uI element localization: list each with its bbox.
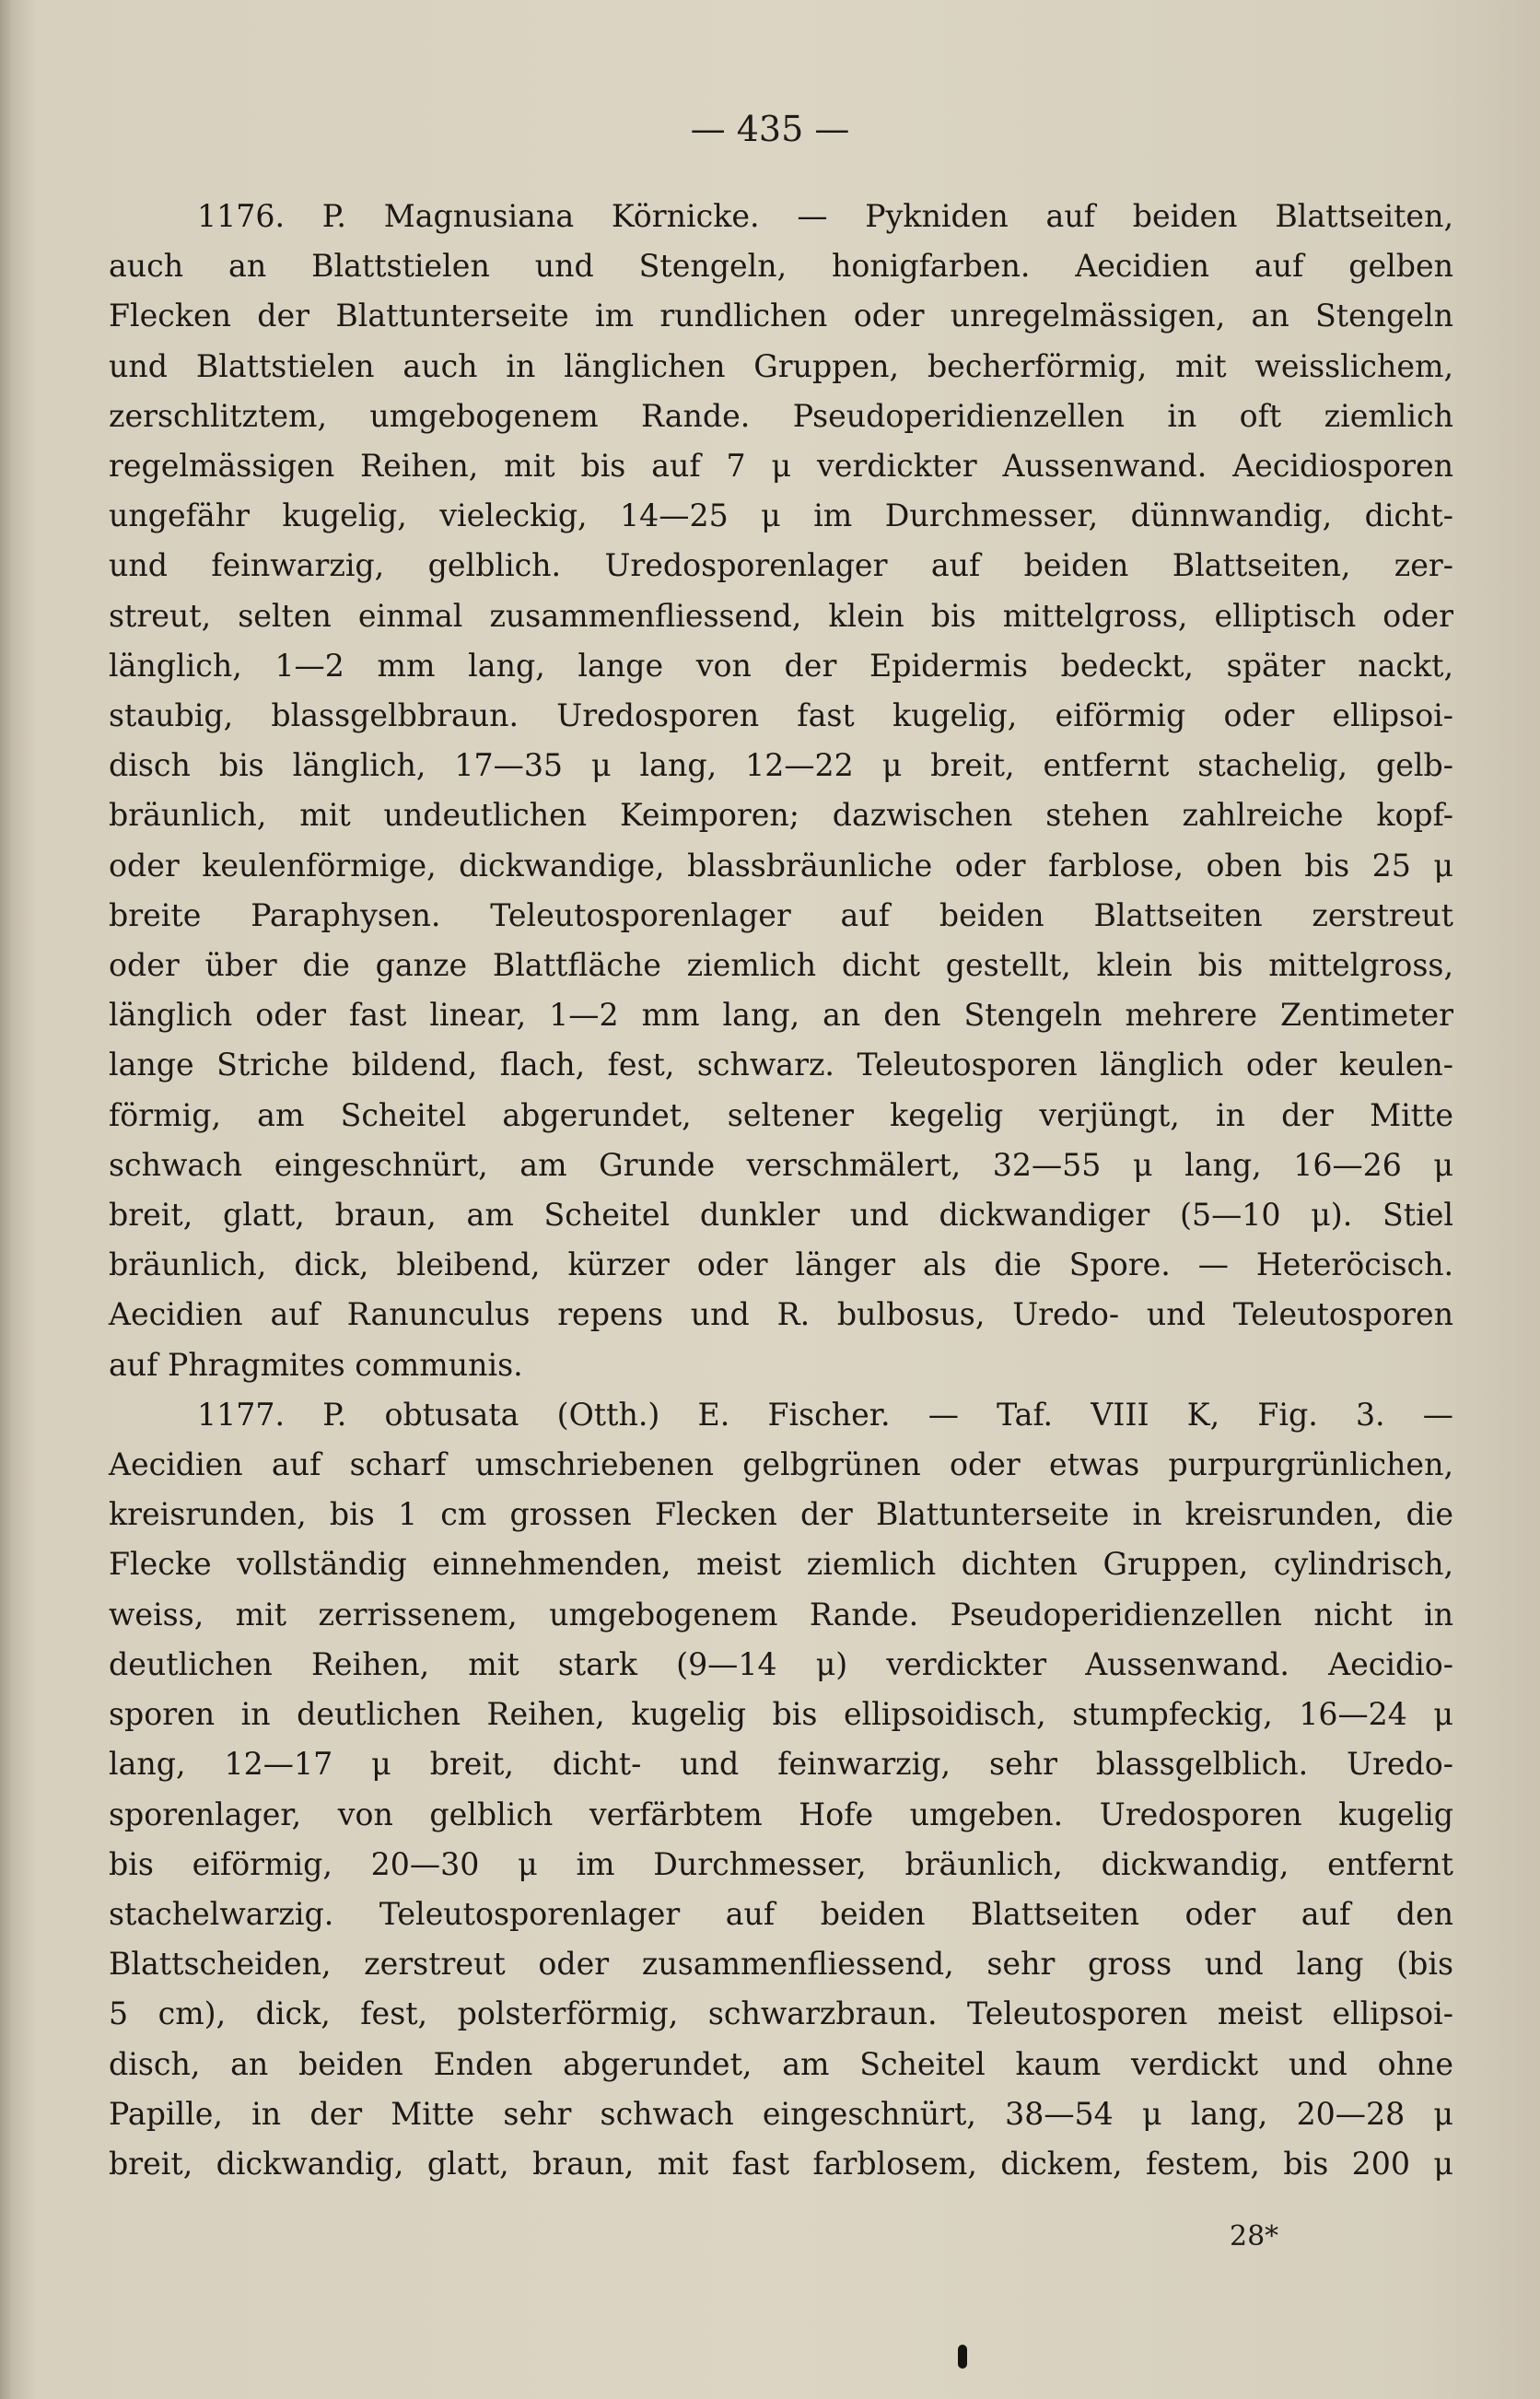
entry-1177-line: weiss, mit zerrissenem, umgebogenem Rande. Pseudoperidienzellen nicht in xyxy=(109,1596,1453,1632)
entry-1176-line: lange Striche bildend, flach, fest, schwarz. Teleutosporen länglich oder keulen- xyxy=(109,1047,1453,1083)
ink-spot xyxy=(958,2345,967,2369)
entry-1176-line: länglich, 1—2 mm lang, lange von der Epidermis bedeckt, später nackt, xyxy=(109,647,1453,684)
entry-1177-line: Blattscheiden, zerstreut oder zusammenfliessend, sehr gross und lang (bis xyxy=(109,1946,1453,1983)
entry-1177-line: breit, dickwandig, glatt, braun, mit fast farblosem, dickem, festem, bis 200 μ xyxy=(109,2145,1453,2182)
entry-1176-line: oder keulenförmige, dickwandige, blassbräunliche oder farblose, oben bis 25 μ xyxy=(109,847,1453,884)
entry-1176-line: zerschlitztem, umgebogenem Rande. Pseudoperidienzellen in oft ziemlich xyxy=(109,397,1453,434)
entry-1177-line: sporen in deutlichen Reihen, kugelig bis ellipsoidisch, stumpfeckig, 16—24 μ xyxy=(109,1696,1453,1733)
entry-1177-line: kreisrunden, bis 1 cm grossen Flecken der Blattunterseite in kreisrunden, die xyxy=(109,1496,1453,1533)
entry-1176-line: und feinwarzig, gelblich. Uredosporenlager auf beiden Blattseiten, zer- xyxy=(109,547,1453,584)
entry-1176-line: oder über die ganze Blattfläche ziemlich dicht gestellt, klein bis mittelgross, xyxy=(109,947,1453,984)
entry-1176-line: ungefähr kugelig, vieleckig, 14—25 μ im Durchmesser, dünnwandig, dicht- xyxy=(109,497,1453,534)
entry-1177-line: lang, 12—17 μ breit, dicht- und feinwarzig, sehr blassgelblich. Uredo- xyxy=(109,1746,1453,1783)
entry-1176-line: staubig, blassgelbbraun. Uredosporen fast kugelig, eiförmig oder ellipsoi- xyxy=(109,697,1453,734)
entry-1176-line: schwach eingeschnürt, am Grunde verschmälert, 32—55 μ lang, 16—26 μ xyxy=(109,1146,1453,1183)
entry-1176-line: und Blattstielen auch in länglichen Gruppen, becherförmig, mit weisslichem, xyxy=(109,347,1453,384)
entry-1177-line: deutlichen Reihen, mit stark (9—14 μ) verdickter Aussenwand. Aecidio- xyxy=(109,1645,1453,1682)
entry-1176-line: auch an Blattstielen und Stengeln, honigfarben. Aecidien auf gelben xyxy=(109,248,1453,285)
entry-1177-line: 5 cm), dick, fest, polsterförmig, schwarzbraun. Teleutosporen meist ellipsoi- xyxy=(109,1995,1453,2032)
entry-1177-line: disch, an beiden Enden abgerundet, am Scheitel kaum verdickt und ohne xyxy=(109,2045,1453,2082)
entry-1177-line: Aecidien auf scharf umschriebenen gelbgrünen oder etwas purpurgrünlichen, xyxy=(109,1446,1453,1483)
entry-1176-line: länglich oder fast linear, 1—2 mm lang, an den Stengeln mehrere Zentimeter xyxy=(109,997,1453,1034)
entry-1176-line: Flecken der Blattunterseite im rundlichen oder unregelmässigen, an Stengeln xyxy=(109,298,1453,334)
entry-1177-line: 1177. P. obtusata (Otth.) E. Fischer. — Taf. VIII K, Fig. 3. — xyxy=(197,1396,1453,1433)
entry-1177-line: stachelwarzig. Teleutosporenlager auf beiden Blattseiten oder auf den xyxy=(109,1895,1453,1932)
page-number: — 435 — xyxy=(690,109,850,149)
page-body-text xyxy=(109,192,1453,2189)
entry-1176-line: disch bis länglich, 17—35 μ lang, 12—22 μ breit, entfernt stachelig, gelb- xyxy=(109,747,1453,784)
entry-1177-line: bis eiförmig, 20—30 μ im Durchmesser, bräunlich, dickwandig, entfernt xyxy=(109,1845,1453,1882)
entry-1177-line: sporenlager, von gelblich verfärbtem Hofe umgeben. Uredosporen kugelig xyxy=(109,1796,1453,1832)
signature-mark: 28* xyxy=(1230,2220,1279,2253)
entry-1176-line: streut, selten einmal zusammenfliessend, klein bis mittelgross, elliptisch oder xyxy=(109,597,1453,634)
entry-1177-line: Papille, in der Mitte sehr schwach eingeschnürt, 38—54 μ lang, 20—28 μ xyxy=(109,2095,1453,2132)
entry-1176-line: 1176. P. Magnusiana Körnicke. — Pykniden auf beiden Blattseiten, xyxy=(197,198,1453,234)
entry-1176-line: Aecidien auf Ranunculus repens und R. bulbosus, Uredo- und Teleutosporen xyxy=(109,1296,1453,1333)
entry-1176-line: regelmässigen Reihen, mit bis auf 7 μ verdickter Aussenwand. Aecidiosporen xyxy=(109,448,1453,485)
entry-1176-line: förmig, am Scheitel abgerundet, seltener kegelig verjüngt, in der Mitte xyxy=(109,1096,1453,1133)
entry-1176-line: auf Phragmites communis. xyxy=(109,1346,523,1383)
entry-1176-line: breit, glatt, braun, am Scheitel dunkler und dickwandiger (5—10 μ). Stiel xyxy=(109,1197,1453,1234)
entry-1177-line: Flecke vollständig einnehmenden, meist ziemlich dichten Gruppen, cylindrisch, xyxy=(109,1546,1453,1583)
entry-1176-line: bräunlich, dick, bleibend, kürzer oder länger als die Spore. — Heteröcisch. xyxy=(109,1246,1453,1283)
entry-1176-line: breite Paraphysen. Teleutosporenlager auf beiden Blattseiten zerstreut xyxy=(109,896,1453,933)
entry-1176-line: bräunlich, mit undeutlichen Keimporen; dazwischen stehen zahlreiche kopf- xyxy=(109,797,1453,834)
